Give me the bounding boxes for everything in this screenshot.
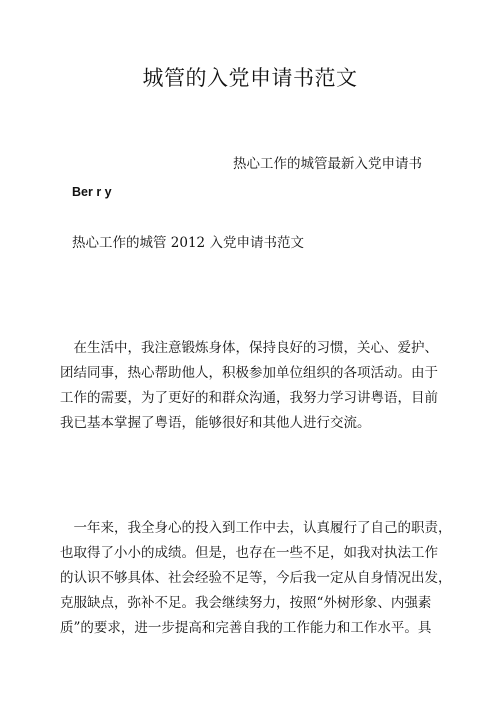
document-subtitle: 热心工作的城管最新入党申请书 bbox=[233, 156, 422, 172]
paragraph-line: 克服缺点，弥补不足。我会继续努力，按照“外树形象、内强素 bbox=[60, 595, 432, 611]
paragraph-line: 质”的要求，进一步提高和完善自我的工作能力和工作水平。具 bbox=[60, 620, 432, 636]
paragraph-line: 工作的需要，为了更好的和群众沟通，我努力学习讲粤语，目前 bbox=[60, 390, 438, 406]
author-name: Ber r y bbox=[72, 185, 112, 199]
paragraph-line: 的认识不够具体、社会经验不足等，今后我一定从自身情况出发， bbox=[60, 570, 452, 586]
paragraph bbox=[60, 516, 450, 641]
document-title: 城管的入党申请书范文 bbox=[142, 66, 358, 90]
paragraph-line: 也取得了小小的成绩。但是，也存在一些不足，如我对执法工作 bbox=[60, 545, 438, 561]
paragraph-line: 我已基本掌握了粤语，能够很好和其他人进行交流。 bbox=[60, 415, 371, 431]
paragraph-line: 在生活中，我注意锻炼身体，保持良好的习惯，关心、爱护、 bbox=[60, 340, 438, 356]
paragraph bbox=[60, 336, 450, 436]
section-heading: 热心工作的城管 2012 入党申请书范文 bbox=[72, 235, 304, 251]
paragraph-line: 一年来，我全身心的投入到工作中去，认真履行了自己的职责， bbox=[60, 520, 452, 536]
paragraph-line: 团结同事，热心帮助他人，积极参加单位组织的各项活动。由于 bbox=[60, 365, 438, 381]
